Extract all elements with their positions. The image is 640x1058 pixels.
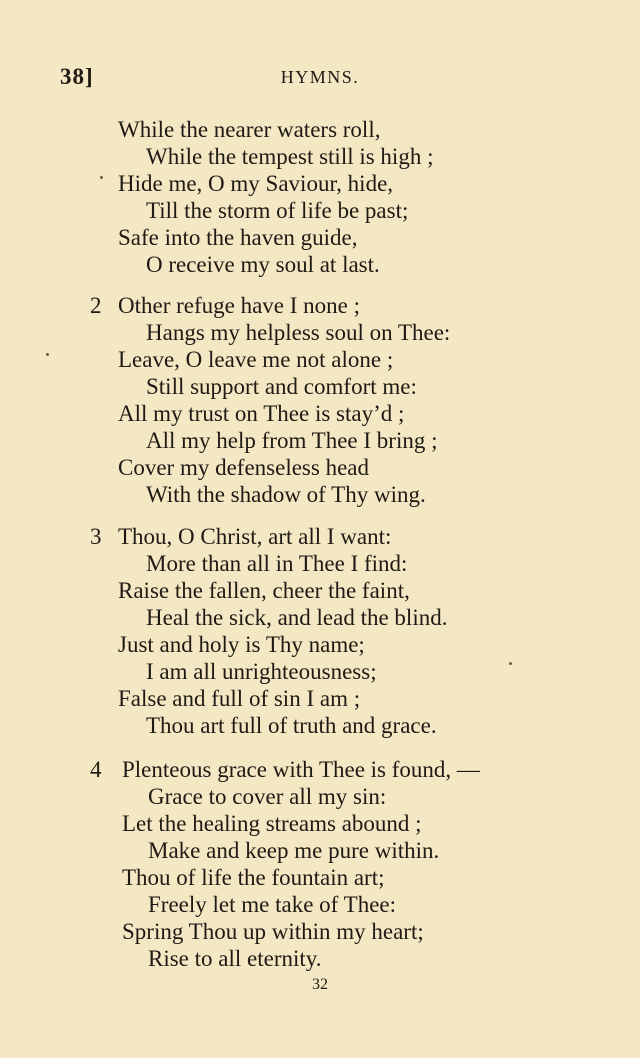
verse-line: Raise the fallen, cheer the faint,: [118, 578, 410, 603]
verse-line: With the shadow of Thy wing.: [146, 482, 426, 507]
paper-speck: [509, 662, 512, 665]
stanza-number: 4: [90, 757, 102, 782]
verse-line: Rise to all eternity.: [148, 946, 322, 971]
verse-line: Safe into the haven guide,: [118, 225, 358, 250]
verse-line: O receive my soul at last.: [146, 252, 380, 277]
verse-line: Thou, O Christ, art all I want:: [118, 524, 392, 549]
stanza-number: 2: [90, 293, 102, 318]
verse-line: While the tempest still is high ;: [146, 144, 434, 169]
verse-line: Make and keep me pure within.: [148, 838, 440, 863]
verse-line: More than all in Thee I find:: [146, 551, 408, 576]
page-header: [0, 64, 640, 94]
verse-line: Till the storm of life be past;: [146, 198, 409, 223]
verse-line: All my trust on Thee is stay’d ;: [118, 401, 405, 426]
page-number: 38]: [60, 64, 94, 89]
verse-line: Grace to cover all my sin:: [148, 784, 387, 809]
running-title: HYMNS.: [280, 67, 360, 87]
verse-line: False and full of sin I am ;: [118, 686, 361, 711]
verse-line: Other refuge have I none ;: [118, 293, 361, 318]
verse-line: Still support and comfort me:: [146, 374, 417, 399]
verse-line: All my help from Thee I bring ;: [146, 428, 438, 453]
verse-line: Heal the sick, and lead the blind.: [146, 605, 448, 630]
stanza-number: 3: [90, 524, 102, 549]
verse-line: While the nearer waters roll,: [118, 117, 381, 142]
verse-line: Leave, O leave me not alone ;: [118, 347, 394, 372]
verse-line: I am all unrighteousness;: [146, 659, 377, 684]
verse-line: Thou art full of truth and grace.: [146, 713, 437, 738]
verse-line: Let the healing streams abound ;: [122, 811, 422, 836]
signature-mark: 32: [312, 976, 328, 993]
verse-line: Plenteous grace with Thee is found, —: [122, 757, 480, 782]
verse-line: Just and holy is Thy name;: [118, 632, 365, 657]
verse-line: Thou of life the fountain art;: [122, 865, 385, 890]
verse-line: Hangs my helpless soul on Thee:: [146, 320, 451, 345]
paper-speck: [46, 353, 49, 356]
verse-line: Freely let me take of Thee:: [148, 892, 397, 917]
verse-line: Spring Thou up within my heart;: [122, 919, 424, 944]
verse-line: Hide me, O my Saviour, hide,: [118, 171, 394, 196]
verse-line: Cover my defenseless head: [118, 455, 370, 480]
paper-speck: [100, 176, 103, 179]
